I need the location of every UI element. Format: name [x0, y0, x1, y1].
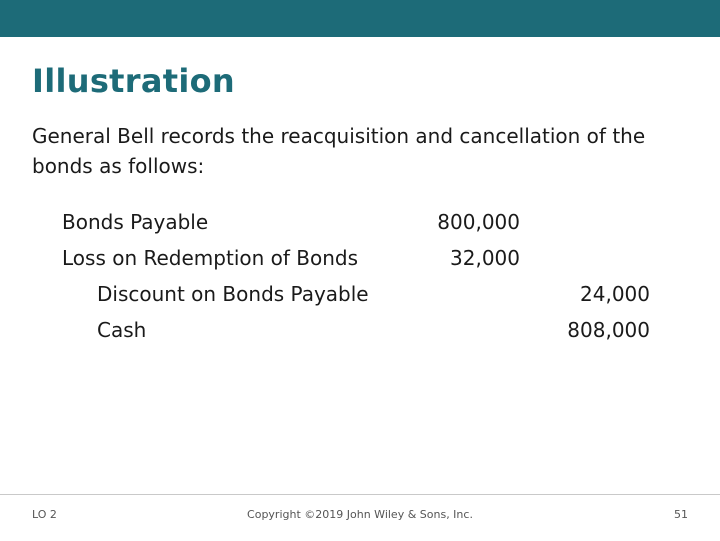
credit-amount: 808,000: [567, 318, 650, 342]
journal-row: [0, 204, 720, 240]
account-name: Cash: [97, 318, 147, 342]
account-name: Loss on Redemption of Bonds: [62, 246, 359, 270]
debit-amount: 800,000: [437, 210, 520, 234]
account-name: Bonds Payable: [62, 210, 209, 234]
header-bar: [0, 0, 720, 37]
journal-row: [0, 240, 720, 276]
credit-amount: 24,000: [580, 282, 650, 306]
copyright-text: Copyright ©2019 John Wiley & Sons, Inc.: [247, 508, 473, 521]
account-name: Discount on Bonds Payable: [97, 282, 369, 306]
learning-objective: LO 2: [32, 508, 57, 521]
slide-title: Illustration: [32, 62, 235, 100]
journal-row: [0, 312, 720, 348]
slide-footer: [0, 494, 720, 541]
journal-row: [0, 276, 720, 312]
page-number: 51: [674, 508, 688, 521]
debit-amount: 32,000: [450, 246, 520, 270]
intro-text: General Bell records the reacquisition and cancellation of the bonds as follows:: [32, 124, 646, 178]
